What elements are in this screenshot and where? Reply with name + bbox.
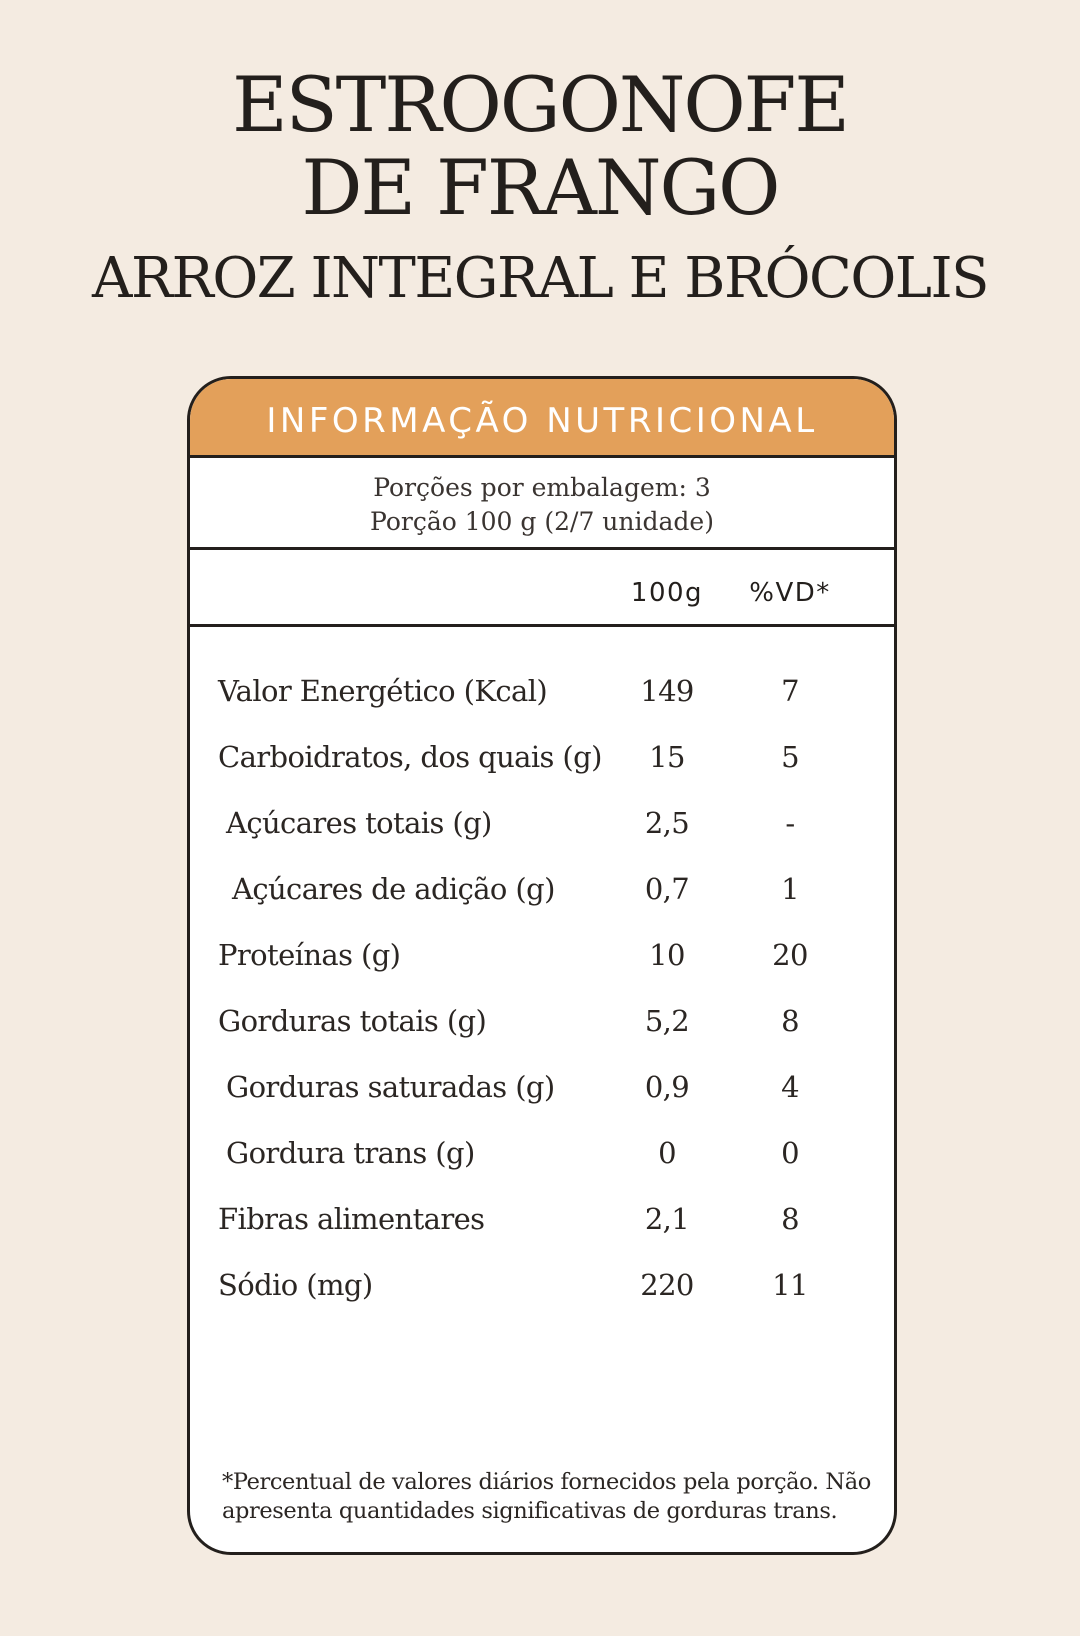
nutrient-label: Gordura trans (g): [226, 1136, 475, 1170]
nutrient-value-100g: 149: [640, 674, 694, 708]
nutrient-label: Carboidratos, dos quais (g): [218, 740, 602, 774]
nutrient-value-100g: 0,9: [644, 1070, 690, 1104]
nutrition-facts-card: [187, 376, 897, 1555]
nutrient-value-100g: 2,5: [644, 806, 690, 840]
nutrient-label: Valor Energético (Kcal): [218, 674, 548, 708]
nutrient-row: [190, 1258, 894, 1324]
nutrient-value-100g: 5,2: [644, 1004, 690, 1038]
nutrient-value-vd: 5: [781, 740, 799, 774]
nutrient-value-vd: 11: [772, 1268, 808, 1302]
column-header-100g: 100g: [630, 578, 704, 608]
nutrient-value-100g: 2,1: [644, 1202, 690, 1236]
nutrient-value-vd: -: [785, 806, 795, 840]
nutrient-label: Açúcares de adição (g): [232, 872, 555, 906]
nutrient-value-vd: 1: [781, 872, 799, 906]
product-subtitle: ARROZ INTEGRAL E BRÓCOLIS: [92, 246, 988, 311]
nutrient-row: [190, 664, 894, 730]
nutrient-value-vd: 20: [772, 938, 808, 972]
nutrition-header: INFORMAÇÃO NUTRICIONAL: [190, 379, 894, 458]
nutrient-value-100g: 220: [640, 1268, 694, 1302]
nutrient-value-vd: 7: [781, 674, 799, 708]
nutrient-row: [190, 862, 894, 928]
nutrient-label: Proteínas (g): [218, 938, 401, 972]
nutrient-row: [190, 928, 894, 994]
nutrient-row: [190, 994, 894, 1060]
nutrient-value-100g: 10: [649, 938, 685, 972]
column-headers: [190, 553, 894, 627]
nutrient-label: Fibras alimentares: [218, 1202, 485, 1236]
nutrient-value-100g: 15: [649, 740, 685, 774]
nutrient-row: [190, 730, 894, 796]
portion-info: [190, 458, 894, 550]
nutrient-row: [190, 796, 894, 862]
portions-per-package: Porções por embalagem: 3: [373, 473, 711, 502]
nutrient-value-100g: 0,7: [644, 872, 690, 906]
nutrient-label: Açúcares totais (g): [226, 806, 492, 840]
nutrient-value-vd: 4: [781, 1070, 799, 1104]
product-title-line1: ESTROGONOFE: [232, 60, 848, 149]
column-header-vd: %VD*: [749, 578, 831, 608]
nutrient-row: [190, 1192, 894, 1258]
nutrient-label: Gorduras totais (g): [218, 1004, 487, 1038]
product-title-line2: DE FRANGO: [301, 143, 779, 232]
nutrient-label: Sódio (mg): [218, 1268, 373, 1302]
footnote: *Percentual de valores diários fornecidos pela porção. Não apresenta quantidades significativas de gorduras trans.: [222, 1469, 871, 1524]
nutrient-value-vd: 8: [781, 1004, 799, 1038]
portion-size: Porção 100 g (2/7 unidade): [370, 507, 714, 536]
nutrient-row: [190, 1126, 894, 1192]
nutrient-label: Gorduras saturadas (g): [226, 1070, 555, 1104]
nutrient-table: [190, 664, 894, 1324]
nutrient-value-vd: 8: [781, 1202, 799, 1236]
nutrient-value-100g: 0: [658, 1136, 676, 1170]
nutrient-value-vd: 0: [781, 1136, 799, 1170]
nutrient-row: [190, 1060, 894, 1126]
